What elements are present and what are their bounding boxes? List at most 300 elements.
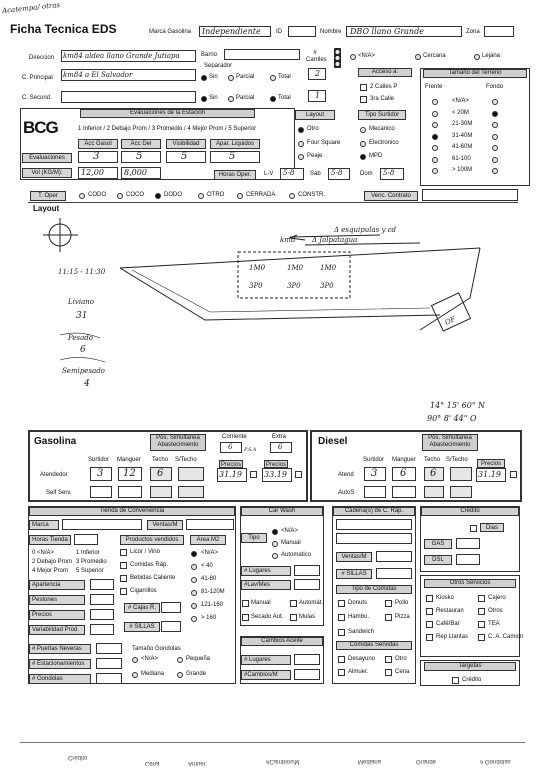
sketch-title: Layout <box>33 204 60 213</box>
servicio-check[interactable] <box>426 608 433 615</box>
count-semipesado-label: Semipesado <box>62 367 105 375</box>
area-label: 81-120M <box>201 589 225 595</box>
road-top-label: Δ esquipulas y cd <box>334 226 397 234</box>
surtidor-mecanico-label: Mecanico <box>369 126 395 132</box>
nombre-field[interactable] <box>346 26 462 37</box>
count-pesado-value: 6 <box>80 345 86 355</box>
selfserv-label: Self Serv. <box>46 490 72 496</box>
tamano-grande-radio[interactable] <box>177 672 183 678</box>
servida-otro-check[interactable] <box>385 656 392 663</box>
gas-precio-extra-field[interactable] <box>262 468 292 482</box>
diesel-pos-header: Pos. Simultanea Abastecimiento <box>422 434 478 451</box>
marca-field[interactable] <box>199 26 271 37</box>
dsl-techo-field[interactable] <box>424 467 444 481</box>
tienda-header: Tienda de Conveniencia <box>29 507 235 516</box>
direccion-field[interactable] <box>61 50 196 62</box>
csecund-field[interactable] <box>61 91 196 103</box>
cambios-cambios-field[interactable] <box>294 669 320 680</box>
sep-sin-radio[interactable] <box>201 75 207 81</box>
dsl-as-manguer[interactable] <box>392 486 416 498</box>
comida-hambu-check[interactable] <box>338 614 345 621</box>
dsl-as-stecho[interactable] <box>450 486 472 498</box>
credito-gas-label: GAS <box>424 539 452 549</box>
gas-corriente-check[interactable] <box>250 471 257 478</box>
servicio-check[interactable] <box>478 608 485 615</box>
pump-island: 3P0 <box>287 282 301 290</box>
scale-0: 0 <N/A> <box>32 550 55 556</box>
tamano-gondolas-label: Tamaño Gondolas <box>132 646 181 652</box>
dias-label: Dias <box>480 523 504 532</box>
eval-visibilidad-value: 5 <box>181 151 188 162</box>
comida-sandwich-label: Sandwich <box>348 629 375 635</box>
fondo-radio[interactable] <box>492 134 498 140</box>
carwash-lavmes-field[interactable] <box>294 579 320 590</box>
servida-desayuno-check[interactable] <box>338 656 345 663</box>
road-km-label: km8 <box>280 236 296 244</box>
tarjeta-credito-check[interactable] <box>452 677 459 684</box>
terreno-header: Tamaño del Terreno <box>423 69 527 78</box>
surtidor-mpd-radio[interactable] <box>360 154 366 160</box>
servicio-check[interactable] <box>426 595 433 602</box>
productos-label: Productos vendidos <box>120 535 184 545</box>
comida-sandwich-check[interactable] <box>338 629 345 636</box>
lv-label: L-V <box>264 171 274 177</box>
producto-check[interactable] <box>120 575 127 582</box>
fondo-radio[interactable] <box>492 145 498 151</box>
comida-hambu-label: Hambu. <box>348 614 370 620</box>
credito-header: Crédito <box>421 507 519 516</box>
gas-col-surtidor: Surtidor <box>88 457 110 463</box>
tarjeta-credito-label: Crédito <box>462 677 482 683</box>
scale-2: 2 Debajo Prom <box>32 559 73 565</box>
frente-label: Frente <box>425 84 443 90</box>
toper-codo-radio[interactable] <box>79 193 85 199</box>
producto-check[interactable] <box>120 549 127 556</box>
carwash-na-radio[interactable] <box>272 529 278 535</box>
dsl-stecho-field[interactable] <box>450 467 472 481</box>
sep2-total-radio[interactable] <box>270 96 276 102</box>
credito-check[interactable] <box>470 525 477 532</box>
toper-dodo-radio[interactable] <box>155 193 161 199</box>
frente-radio[interactable] <box>432 157 438 163</box>
prox-lejana-label: Lejana <box>482 53 501 59</box>
eval-visibilidad-field[interactable] <box>166 151 206 163</box>
zona-label: Zona <box>466 29 480 35</box>
tienda-eval-label: Variabilidad Prod. <box>29 625 85 635</box>
count-time: 11:15 - 11:30 <box>58 268 106 276</box>
servicio-label: Rep Llantas <box>436 634 469 640</box>
frente-radio[interactable] <box>432 134 438 140</box>
frente-radio[interactable] <box>432 168 438 174</box>
cprincipal-field[interactable] <box>61 69 196 81</box>
footer-rule <box>20 742 525 743</box>
acceso-2calles-label: 2 Calles P <box>370 84 398 90</box>
traffic-light-icon <box>332 48 343 68</box>
barrio-label: Barrio <box>201 52 218 58</box>
servicio-label: C. A. Camion <box>488 634 524 640</box>
carwash-auto-radio[interactable] <box>272 553 278 559</box>
tamano-pequena-label: Pequeña <box>186 656 211 662</box>
carriles-field[interactable] <box>308 68 326 80</box>
surtidor-mpd-label: MPD <box>369 153 383 159</box>
tienda-marca-field[interactable] <box>62 519 142 530</box>
gas-col-stecho: S/Techo <box>175 457 197 463</box>
tamano-pequena-radio[interactable] <box>177 657 183 663</box>
servicio-check[interactable] <box>426 621 433 628</box>
toper-coco-radio[interactable] <box>117 193 123 199</box>
cadenas-sillas-field[interactable] <box>376 568 412 579</box>
acceso-2calles-checkbox[interactable] <box>360 84 367 91</box>
dsl-as-techo[interactable] <box>424 486 444 498</box>
id-field[interactable] <box>288 26 316 37</box>
cw-secado-label: Secado Aut. <box>251 614 284 620</box>
sab-field[interactable] <box>328 168 350 180</box>
cambios-lugares-field[interactable] <box>294 654 320 665</box>
cw-secado-check[interactable] <box>242 614 249 621</box>
area-radio[interactable] <box>191 551 197 557</box>
dsl-manguer-field[interactable] <box>392 467 416 481</box>
pump-island: 1M0 <box>249 264 266 272</box>
comidas-servidas-header: Comidas Servidas <box>336 641 412 650</box>
servicio-label: Cajero <box>488 595 506 601</box>
fondo-radio[interactable] <box>492 111 498 117</box>
credito-gas-field[interactable] <box>456 538 480 549</box>
gas-ss-stecho[interactable] <box>178 486 204 498</box>
coord-west: 90° 8' 44" O <box>427 414 477 423</box>
frente-radio[interactable] <box>432 145 438 151</box>
cambios-lugares-label: # Lugares <box>241 655 291 665</box>
cambios-header: Cambios Aceite <box>241 637 323 646</box>
producto-check[interactable] <box>120 588 127 595</box>
gas-manguer-value: 12 <box>123 468 136 479</box>
scale-3: 3 Promedio <box>76 559 107 565</box>
fondo-radio[interactable] <box>492 157 498 163</box>
tienda-ventas-field[interactable] <box>186 519 234 530</box>
nombre-value: DBO llano Grande <box>350 27 424 36</box>
cw-automat-label: Automát. <box>299 600 324 606</box>
layout-foursquare-label: Four Square <box>307 140 341 146</box>
eval-accgasol-field[interactable] <box>78 151 118 163</box>
mirrored-footer <box>20 746 525 768</box>
tamano-na-label: <N/A> <box>141 656 159 662</box>
area-radio[interactable] <box>191 603 197 609</box>
comida-donuts-check[interactable] <box>338 600 345 607</box>
servicio-label: Otros <box>488 608 503 614</box>
mirror-cena: Cena <box>145 760 160 766</box>
toper-constr-label: CONSTR. <box>298 192 325 198</box>
carriles2-value: 1 <box>315 91 321 100</box>
toper-label: T. Oper <box>30 191 66 201</box>
barrio-field[interactable] <box>224 49 300 60</box>
eval-col-accgasol: Acc Gasol <box>78 139 118 149</box>
carwash-na-label: <N/A> <box>281 528 299 534</box>
tienda-eval-field[interactable] <box>90 579 114 590</box>
terreno-size-label: > 100M <box>452 167 473 173</box>
mirror-gondolas: # Gondolas <box>480 758 511 764</box>
pump-island: 3P0 <box>320 282 334 290</box>
dsl-col-surtidor: Surtidor <box>363 457 385 463</box>
mirror-mediana: Mediana <box>358 758 382 764</box>
fondo-radio[interactable] <box>492 122 498 128</box>
tamano-mediana-label: Mediana <box>141 671 165 677</box>
toper-otro-radio[interactable] <box>198 193 204 199</box>
gas-ss-surtidor[interactable] <box>90 486 112 498</box>
dsl-precios-label: Precios <box>477 459 505 468</box>
carwash-header: Car Wash <box>241 507 323 516</box>
carriles-label: # Carriles <box>306 50 327 63</box>
area-label: <N/A> <box>201 550 219 556</box>
gas-techo-field[interactable] <box>150 467 172 481</box>
servicio-check[interactable] <box>478 595 485 602</box>
layout-foursquare-radio[interactable] <box>298 141 304 147</box>
cw-manual-check[interactable] <box>242 600 249 607</box>
tienda-eval-field[interactable] <box>90 624 114 635</box>
cadenas-field-1[interactable] <box>336 519 412 530</box>
servicio-check[interactable] <box>478 621 485 628</box>
acceso-3ra-checkbox[interactable] <box>360 96 367 103</box>
gasolina-title: Gasolina <box>34 436 77 447</box>
puertas-label: # Puertas Neveras <box>29 644 91 654</box>
surtidor-mecanico-radio[interactable] <box>360 127 366 133</box>
dsl-techo-value: 6 <box>430 468 437 479</box>
gas-precio-extra-value: 33.19 <box>264 470 287 479</box>
gas-col-manguer: Manguer <box>117 457 141 463</box>
corriente-field[interactable] <box>220 442 242 453</box>
tamano-mediana-radio[interactable] <box>132 672 138 678</box>
terreno-size-label: < 20M <box>452 109 469 116</box>
toper-cerrada-label: CERRADA <box>246 192 276 198</box>
extra-field[interactable] <box>270 442 292 453</box>
terreno-size-label: 31-40M <box>452 132 473 139</box>
sab-value: 5-8 <box>331 169 343 177</box>
cadenas-ventas-field[interactable] <box>376 551 412 562</box>
acceso-3ra-label: 3ra Calle <box>370 96 395 102</box>
bcg-logo: BCG <box>23 118 58 137</box>
producto-check[interactable] <box>120 562 127 569</box>
csecund-label: C. Secund. <box>22 95 52 101</box>
tienda-horas-field[interactable] <box>74 534 98 545</box>
frente-radio[interactable] <box>432 99 438 105</box>
lv-value: 5-8 <box>283 169 295 177</box>
tamano-na-radio[interactable] <box>132 657 138 663</box>
prox-lejana-radio[interactable] <box>474 54 480 60</box>
horas-oper-label: Horas Oper. <box>214 170 256 180</box>
comida-pollo-check[interactable] <box>385 600 392 607</box>
mirror-amuer: Amuer. <box>188 760 208 766</box>
cprincipal-value: km84 a El Salvador <box>63 71 133 79</box>
gas-ss-techo[interactable] <box>150 486 172 498</box>
cadenas-sillas-label: # SILLAS <box>336 569 372 579</box>
marca-label: Marca Gasolina <box>149 29 192 35</box>
vol-del-value: 8,000 <box>124 168 147 177</box>
carriles-value: 2 <box>315 69 321 78</box>
coord-north: 14° 15' 60" N <box>430 401 486 410</box>
prox-cercana-label: Cercana <box>423 53 446 59</box>
gas-surtidor-field[interactable] <box>90 467 112 481</box>
frente-radio[interactable] <box>432 111 438 117</box>
servicio-label: TEA <box>488 621 500 627</box>
dsl-col-stecho: S/Techo <box>446 457 468 463</box>
atendedor-label: Atendedor <box>40 472 68 478</box>
gas-surtidor-value: 3 <box>97 468 104 479</box>
zona-field[interactable] <box>484 26 514 37</box>
dom-label: Dom <box>360 171 373 177</box>
nombre-label: Nombre <box>320 29 342 35</box>
sep-parcial-label: Parcial <box>236 74 255 80</box>
prox-cercana-radio[interactable] <box>415 54 421 60</box>
eval-apar-field[interactable] <box>210 151 260 163</box>
area-radio[interactable] <box>191 577 197 583</box>
comida-pizza-label: Pizza <box>395 614 410 620</box>
area-label: > 160 <box>201 615 217 621</box>
estac-label: # Estacionamientos <box>29 659 91 669</box>
servicio-label: Café/Bar <box>436 621 460 627</box>
cadenas-field-2[interactable] <box>336 533 412 544</box>
gas-precio-corriente-field[interactable] <box>217 468 247 482</box>
tienda-marca-label: Marca <box>29 520 59 530</box>
frente-radio[interactable] <box>432 122 438 128</box>
dsl-precio-value: 31.19 <box>478 470 501 479</box>
tienda-eval-field[interactable] <box>90 609 114 620</box>
comida-pollo-label: Pollo <box>395 600 409 606</box>
sep-total-radio[interactable] <box>270 75 276 81</box>
sep2-parcial-radio[interactable] <box>228 96 234 102</box>
dom-value: 5-8 <box>383 169 395 177</box>
corriente-label: Corriente <box>222 434 247 440</box>
cw-mulas-check[interactable] <box>290 614 297 621</box>
cambios-cambios-label: #Cambios/M <box>241 670 291 680</box>
gas-extra-check[interactable] <box>295 471 302 478</box>
layout-otro-radio[interactable] <box>298 127 304 133</box>
carwash-manual-radio[interactable] <box>272 541 278 547</box>
cw-automat-check[interactable] <box>290 600 297 607</box>
direccion-label: Direccion <box>29 55 55 61</box>
puertas-field[interactable] <box>96 643 122 654</box>
terreno-size-label: 41-60M <box>452 144 473 150</box>
tipo-comidas-header: Tipo de Comidas <box>336 585 412 594</box>
marca-value: Independiente <box>202 27 261 36</box>
count-pesado-label: Pesado <box>68 334 93 342</box>
area-label: 121-160 <box>201 602 224 608</box>
gas-ss-manguer[interactable] <box>118 486 142 498</box>
dsl-precio-check[interactable] <box>510 471 517 478</box>
tienda-ventas-label: Ventas/M <box>147 520 183 530</box>
layout-peaje-radio[interactable] <box>298 154 304 160</box>
dsl-precio-field[interactable] <box>476 468 506 482</box>
servicio-check[interactable] <box>478 634 485 641</box>
servida-almuer-label: Almuer. <box>348 669 369 675</box>
credito-dsl-field[interactable] <box>456 554 480 565</box>
scale-1: 1 Inferior <box>76 550 100 556</box>
layout-type-header: Layout <box>295 110 335 120</box>
eval-accdel-field[interactable] <box>121 151 161 163</box>
gondolas-field[interactable] <box>96 673 122 684</box>
mirror-grande: Grande <box>416 758 437 764</box>
tienda-horas-label: Horas Tienda <box>29 535 71 545</box>
servicio-label: Restauran <box>436 608 464 614</box>
count-liviano-value: 31 <box>76 311 88 321</box>
eval-accdel-value: 5 <box>136 151 143 162</box>
carwash-tipo-label: Tipo <box>241 533 267 543</box>
area-radio[interactable] <box>191 616 197 622</box>
vol-gasol-field[interactable] <box>78 167 118 179</box>
servida-cena-check[interactable] <box>385 669 392 676</box>
surtidor-electronico-label: Electronico <box>369 140 399 146</box>
tipo-surtidor-header: Tipo Surtidor <box>358 110 406 120</box>
estac-field[interactable] <box>96 658 122 669</box>
diesel-title: Diesel <box>318 436 348 447</box>
sep2-sin-label: Sin <box>209 95 218 101</box>
terreno-size-label: <N/A> <box>452 98 470 104</box>
area-radio[interactable] <box>191 590 197 596</box>
carwash-lavmes-label: #Lav/Mes <box>241 580 291 590</box>
dsl-col-techo: Techo <box>424 457 441 463</box>
layout-otro-label: Otro <box>307 126 319 132</box>
dsl-col-manguer: Manguer <box>392 457 416 463</box>
cajas-label: # Cajas R. <box>124 603 160 613</box>
servida-almuer-check[interactable] <box>338 669 345 676</box>
sep-total-label: Total <box>278 74 291 80</box>
dsl-as-surtidor[interactable] <box>364 486 386 498</box>
fondo-radio[interactable] <box>492 99 498 105</box>
atend-label: Atend <box>338 472 354 478</box>
evaluaciones-scale: 1 Inferior / 2 Debajo Prom / 3 Promedio / 4 Mejor Prom / 5 Superior <box>78 126 257 132</box>
tienda-eval-label: Apariencia <box>29 580 85 590</box>
carwash-lugares-label: # Lugares <box>241 566 291 576</box>
tienda-eval-field[interactable] <box>90 594 114 605</box>
tienda-eval-label: Pestones <box>29 595 85 605</box>
gas-manguer-field[interactable] <box>118 467 142 481</box>
servicio-label: Kiosko <box>436 595 455 601</box>
id-label: ID <box>276 29 282 35</box>
tamano-grande-label: Grande <box>186 671 207 677</box>
office-label: OF <box>443 315 457 327</box>
prox-na-label: <N/A> <box>358 53 376 59</box>
sep2-sin-radio[interactable] <box>201 96 207 102</box>
toper-cerrada-radio[interactable] <box>237 193 243 199</box>
psa-label: P.S.A <box>244 447 257 453</box>
gas-stecho-field[interactable] <box>178 467 204 481</box>
prox-na-radio[interactable] <box>350 54 356 60</box>
lv-field[interactable] <box>280 168 304 180</box>
vol-del-field[interactable] <box>121 167 161 179</box>
cajas-field[interactable] <box>161 602 181 613</box>
fondo-radio[interactable] <box>492 168 498 174</box>
area-label: < 40 <box>201 563 213 569</box>
comida-pizza-check[interactable] <box>385 614 392 621</box>
scale-5: 5 Superior <box>76 568 104 574</box>
toper-constr-radio[interactable] <box>289 193 295 199</box>
pump-island: 3P0 <box>249 282 263 290</box>
carwash-lugares-field[interactable] <box>294 565 320 576</box>
dsl-surtidor-field[interactable] <box>364 467 386 481</box>
road-dir-label: Δ Jalpatagua <box>312 236 358 244</box>
evaluaciones-row-label: Evaluaciones <box>22 153 72 163</box>
area-radio[interactable] <box>191 564 197 570</box>
dom-field[interactable] <box>380 168 404 180</box>
tienda-sillas-field[interactable] <box>161 621 181 632</box>
surtidor-electronico-radio[interactable] <box>360 141 366 147</box>
comida-donuts-label: Donuts <box>348 600 368 606</box>
servicio-check[interactable] <box>426 634 433 641</box>
gas-precio-corriente-value: 31.19 <box>219 470 242 479</box>
sep-parcial-radio[interactable] <box>228 75 234 81</box>
gondolas-label: # Gondolas <box>29 674 91 684</box>
carriles2-field[interactable] <box>308 90 326 102</box>
carwash-manual-label: Manual <box>281 540 301 546</box>
gas-col-techo: Techo <box>152 457 169 463</box>
cw-mulas-label: Mulas <box>299 614 316 620</box>
